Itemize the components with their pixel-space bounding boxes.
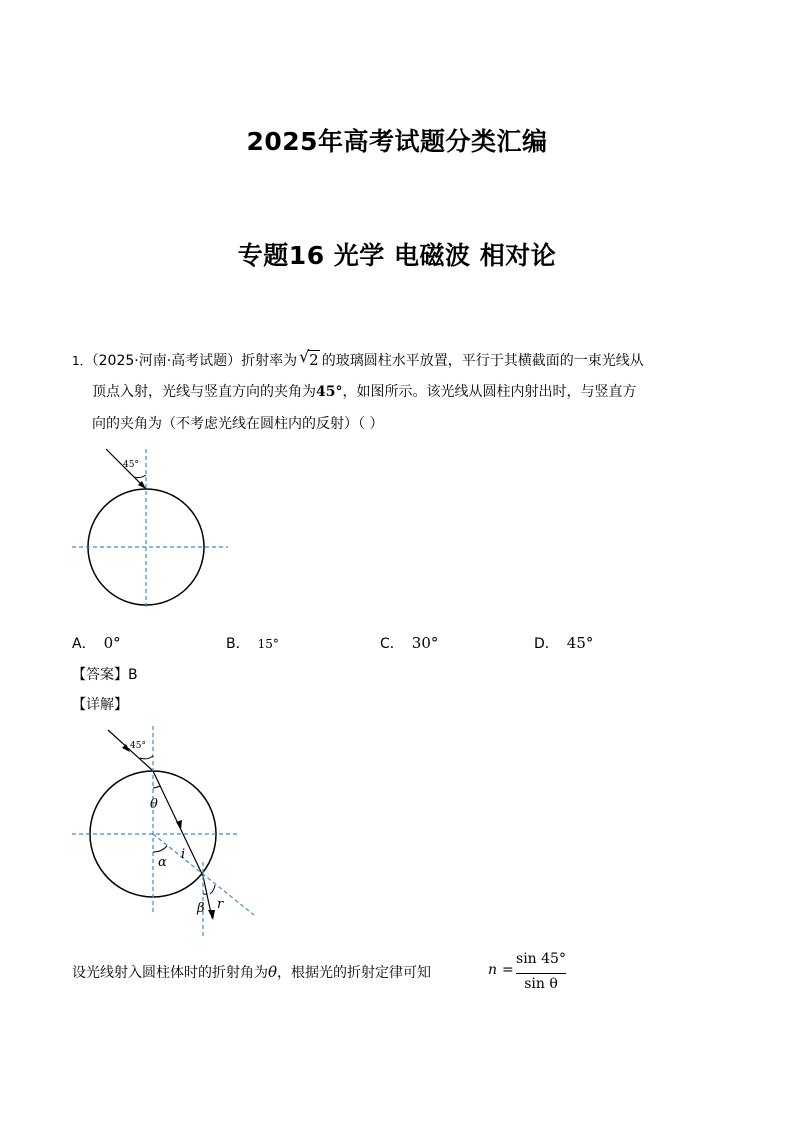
r-label: r xyxy=(217,897,224,912)
arrow-head-in xyxy=(122,744,130,752)
question-text-a: 折射率为 xyxy=(241,353,298,369)
question-line-2 xyxy=(92,382,636,402)
option-b[interactable] xyxy=(226,633,279,653)
explanation-text-a: 设光线射入圆柱体时的折射角为 xyxy=(72,965,268,981)
question-source: （2025·河南·高考试题） xyxy=(91,353,242,369)
explanation-line xyxy=(72,962,431,983)
option-a-value: 0° xyxy=(103,634,121,652)
figure-1 xyxy=(60,445,240,615)
alpha-label: α xyxy=(158,855,167,870)
angle-arc-theta xyxy=(153,786,160,788)
formula-n: n xyxy=(488,962,498,978)
option-b-value: 15° xyxy=(257,637,279,651)
beta-label: β xyxy=(197,901,205,916)
angle-arc-alpha xyxy=(153,846,167,852)
fraction-denominator: sin θ xyxy=(524,976,558,992)
option-c-letter: C． xyxy=(380,636,404,652)
question-line3: 向的夹角为（不考虑光线在圆柱内的反射）（ ） xyxy=(92,416,384,432)
question-line-1 xyxy=(72,347,644,371)
option-a-letter: A． xyxy=(72,636,96,652)
angle-label-45: 45° xyxy=(123,460,139,470)
option-d-letter: D． xyxy=(534,636,559,652)
i-label: i xyxy=(181,847,186,862)
option-a[interactable] xyxy=(72,633,121,653)
angle-arc-r xyxy=(210,885,215,894)
arrow-head-out xyxy=(208,910,215,920)
question-line-3 xyxy=(92,414,383,434)
fraction-numerator: sin 45° xyxy=(516,951,566,967)
question-number: 1． xyxy=(72,354,92,368)
fraction-bar xyxy=(516,973,566,974)
option-c-value: 30° xyxy=(411,634,439,652)
explanation-theta: θ xyxy=(268,963,278,981)
question-line2-a: 顶点入射，光线与竖直方向的夹角为 xyxy=(92,384,316,400)
figure-2 xyxy=(60,722,270,942)
angle-arc xyxy=(134,475,146,478)
sqrt-value: 2 xyxy=(309,351,319,369)
detail-label: 【详解】 xyxy=(72,697,128,713)
option-b-letter: B． xyxy=(226,636,250,652)
explanation-text-b: ，根据光的折射定律可知 xyxy=(277,965,432,981)
sqrt-expression: √ 2 xyxy=(299,347,319,369)
question-line2-b: ，如图所示。该光线从圆柱内射出时，与竖直方 xyxy=(342,384,637,400)
formula-eq: = xyxy=(502,962,514,978)
option-c[interactable] xyxy=(380,633,438,653)
angle-label-45: 45° xyxy=(130,741,146,751)
answer-label: 【答案】B xyxy=(72,667,138,683)
main-title: 2025年高考试题分类汇编 xyxy=(246,127,548,156)
sub-title: 专题16 光学 电磁波 相对论 xyxy=(237,241,557,270)
question-angle: 45° xyxy=(316,384,343,400)
angle-arc-45 xyxy=(140,756,153,759)
question-text-b: 的玻璃圆柱水平放置，平行于其横截面的一束光线从 xyxy=(321,353,644,369)
option-d-value: 45° xyxy=(566,634,594,652)
option-d[interactable] xyxy=(534,633,593,653)
theta-label: θ xyxy=(150,797,158,812)
